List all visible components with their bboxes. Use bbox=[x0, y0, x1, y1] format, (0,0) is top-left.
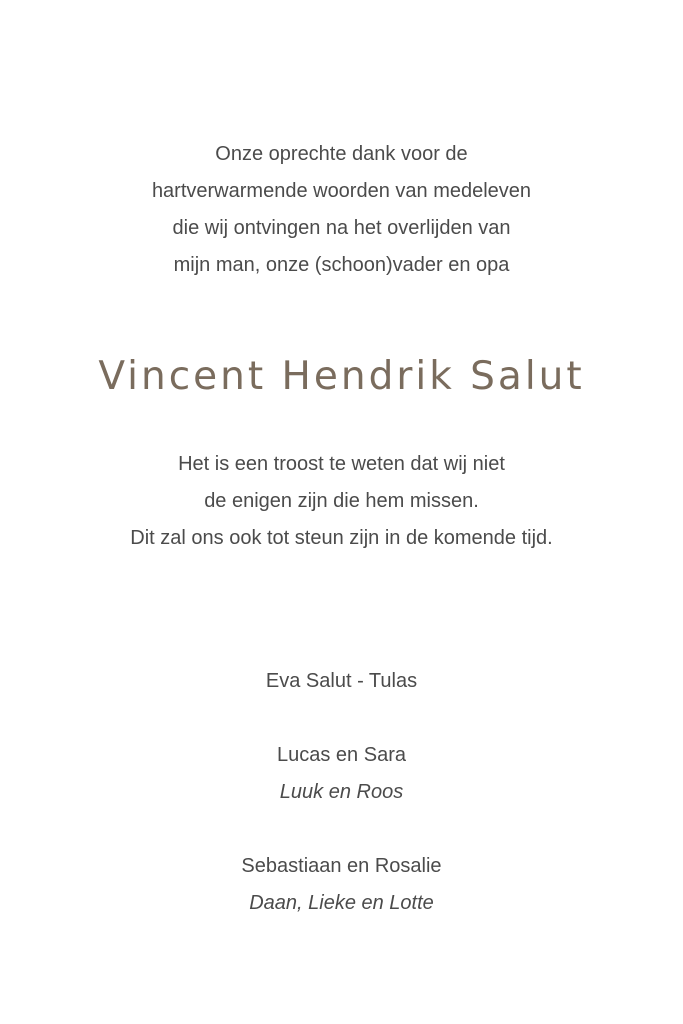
signature-family-names: Lucas en Sara bbox=[277, 744, 406, 766]
deceased-name: Vincent Hendrik Salut bbox=[98, 354, 585, 399]
comfort-line: Dit zal ons ook tot steun zijn in de komende tijd. bbox=[130, 527, 553, 549]
comfort-line: Het is een troost te weten dat wij niet bbox=[178, 453, 505, 475]
intro-text bbox=[0, 136, 683, 284]
comfort-text bbox=[0, 446, 683, 557]
signature-family-children: Daan, Lieke en Lotte bbox=[249, 892, 434, 914]
signature-family-children: Luuk en Roos bbox=[279, 781, 404, 803]
intro-line: Onze oprechte dank voor de bbox=[215, 143, 468, 165]
comfort-line: de enigen zijn die hem missen. bbox=[204, 490, 479, 512]
signatures bbox=[0, 663, 683, 922]
signature-widow: Eva Salut - Tulas bbox=[265, 670, 418, 692]
intro-line: mijn man, onze (schoon)vader en opa bbox=[173, 254, 510, 276]
signature-family-names: Sebastiaan en Rosalie bbox=[241, 855, 442, 877]
intro-line: hartverwarmende woorden van medeleven bbox=[151, 180, 532, 202]
intro-line: die wij ontvingen na het overlijden van bbox=[172, 217, 511, 239]
